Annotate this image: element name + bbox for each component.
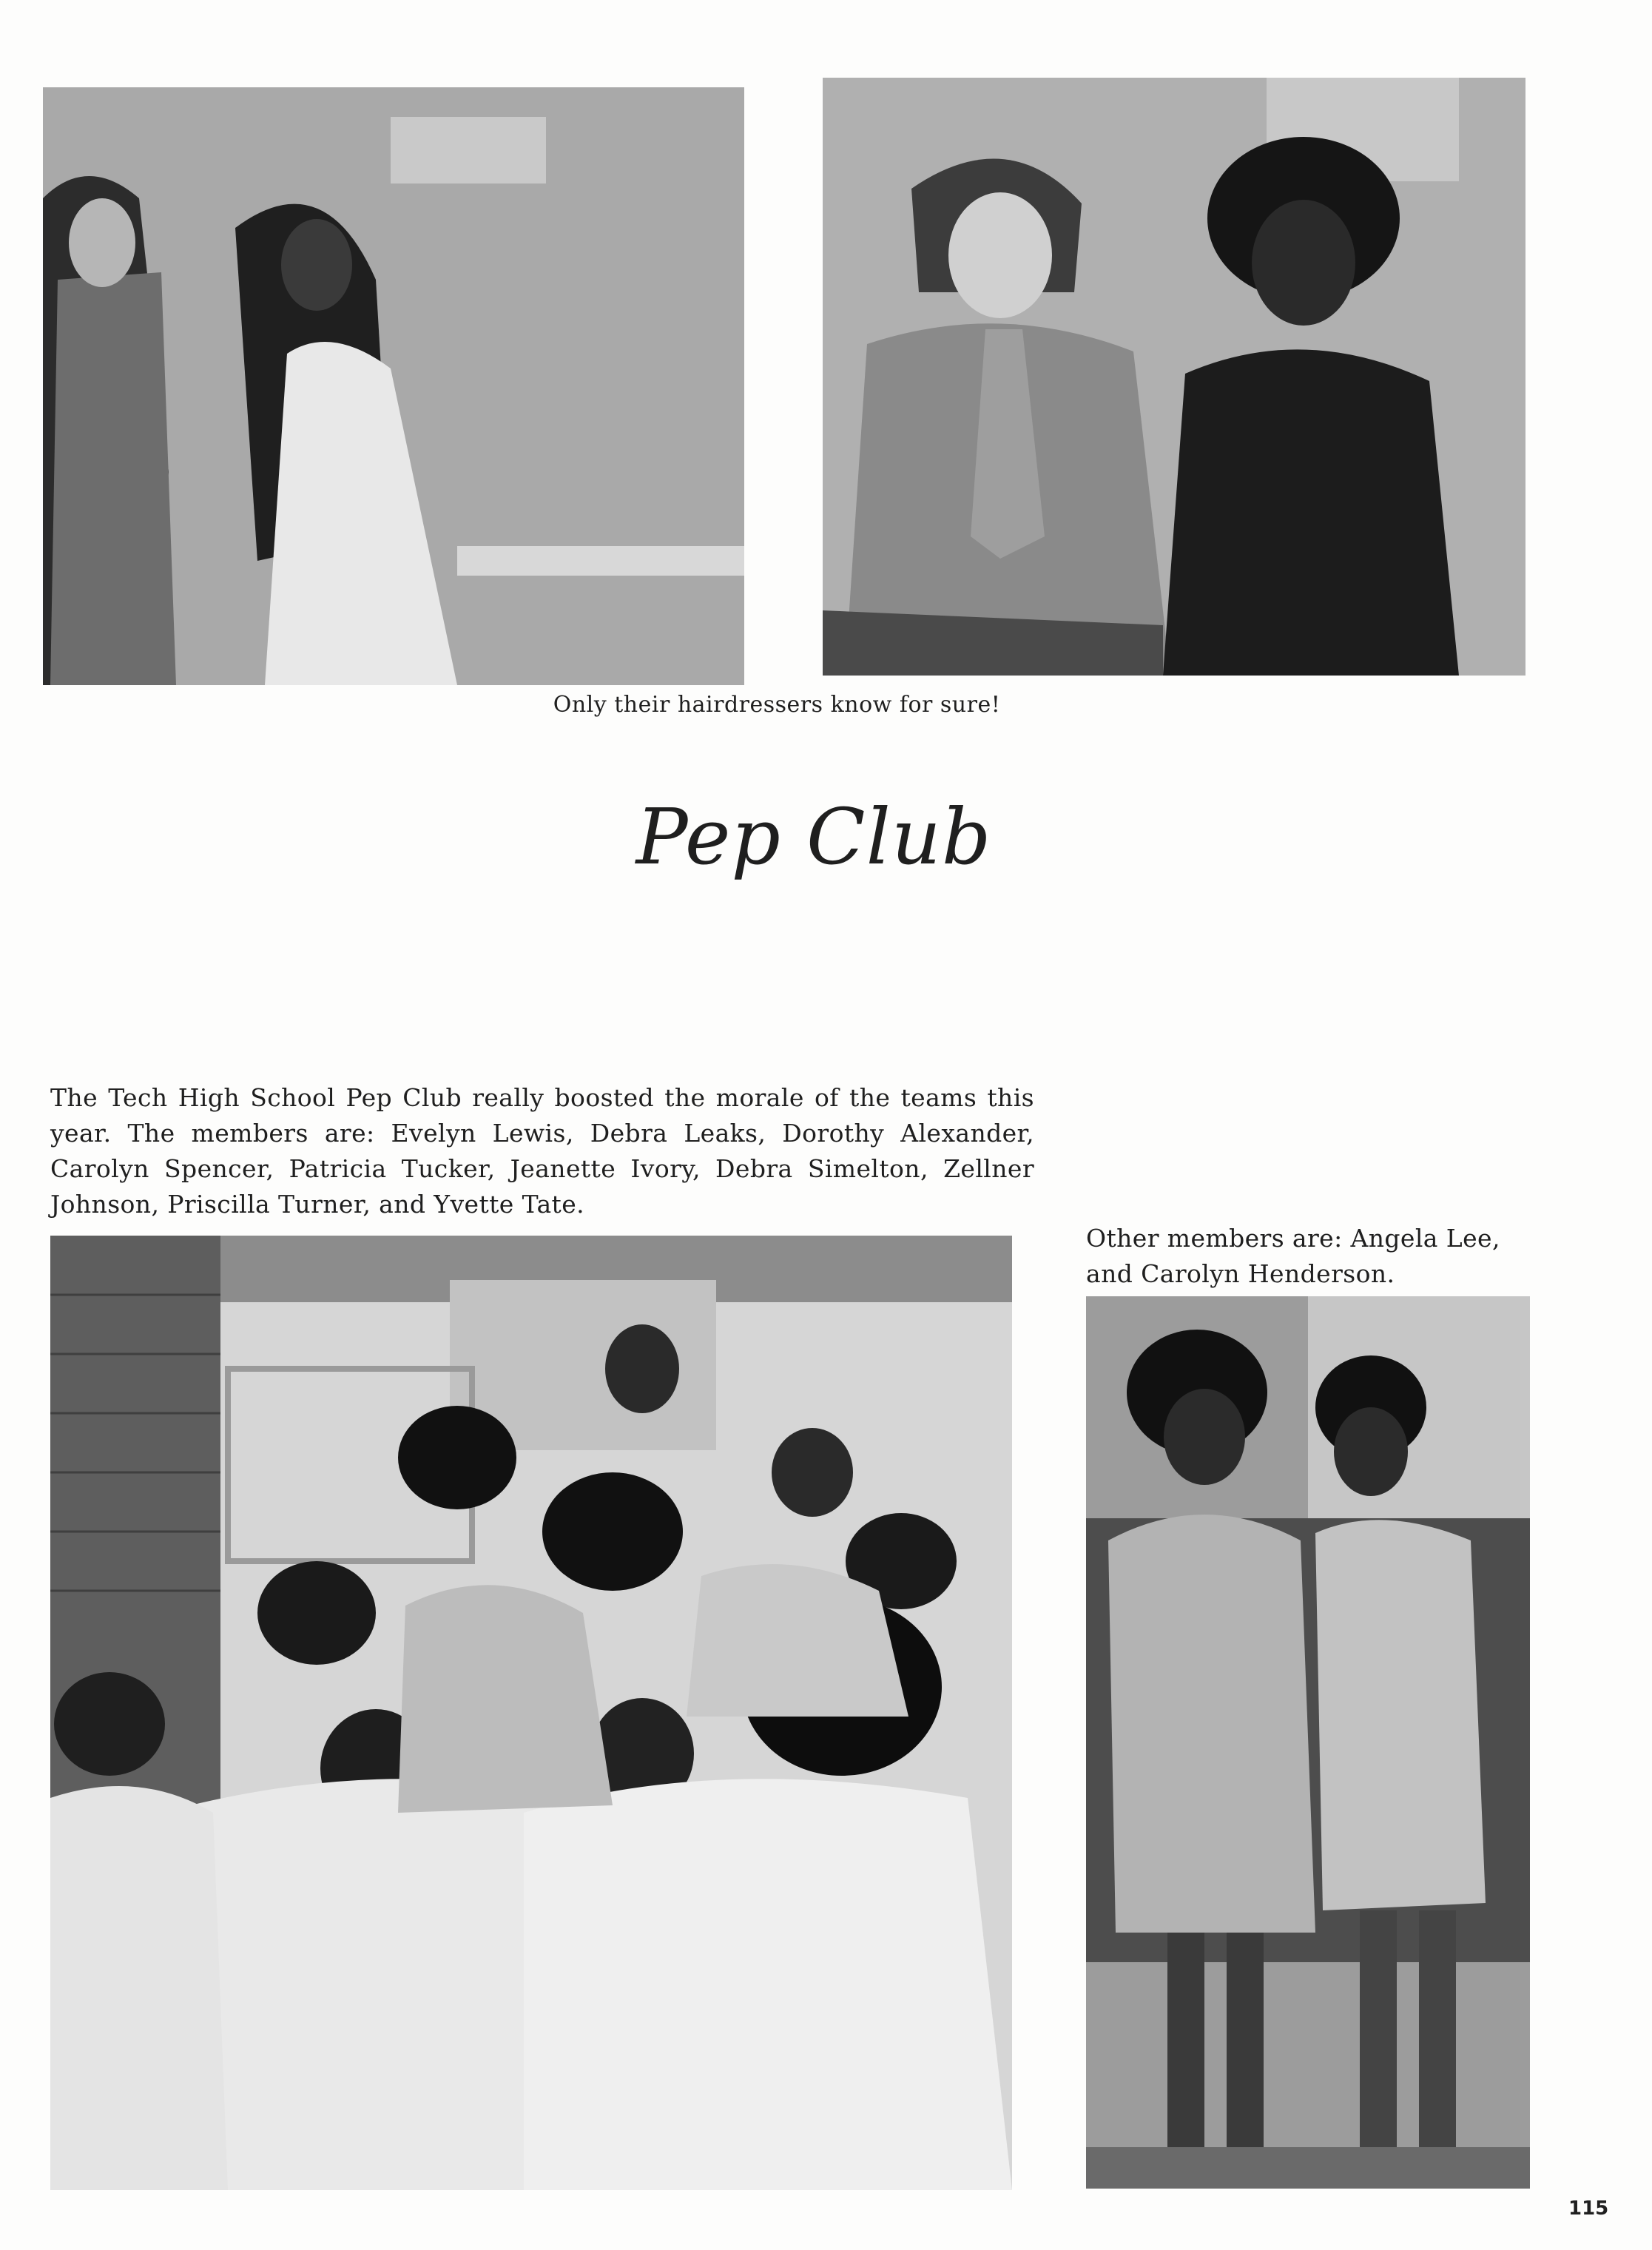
page-title: Pep Club <box>635 792 992 882</box>
pep-club-description: The Tech High School Pep Club really boosted the morale of the teams this year. The members are: Evelyn Lewis, Debra Leaks, Dorothy Alexander, Carolyn Spencer, Patricia Tucker, Jeanette Ivory, Debra Simelton, Zellner Johnson, Priscilla Turner, and Yvette Tate. <box>50 1083 1034 1219</box>
top-right-photo <box>823 78 1525 676</box>
top-photos-caption: Only their hairdressers know for sure! <box>553 692 1001 718</box>
pair-photo-art <box>1086 1296 1530 2189</box>
other-members-caption: Other members are: Angela Lee, and Carolyn Henderson. <box>1086 1224 1500 1288</box>
top-right-photo-art <box>823 78 1525 676</box>
group-photo-art <box>50 1236 1012 2190</box>
group-photo <box>50 1236 1012 2190</box>
top-left-photo <box>43 87 744 685</box>
pair-photo <box>1086 1296 1530 2189</box>
top-left-photo-art <box>43 87 744 685</box>
page-number: 115 <box>1568 2197 1609 2220</box>
